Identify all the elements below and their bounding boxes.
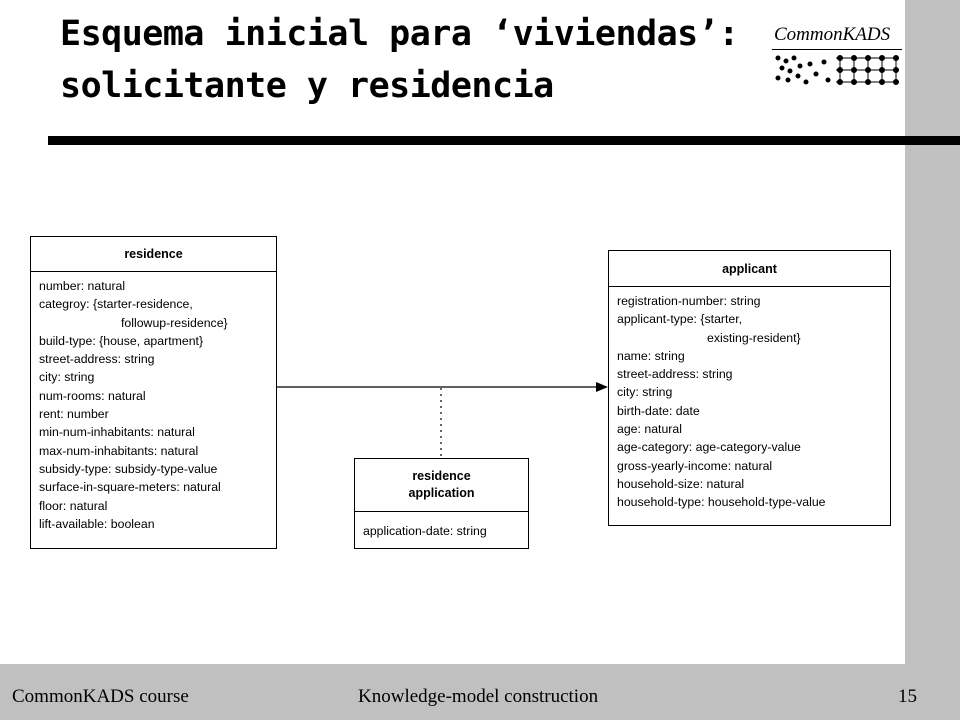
attribute: street-address: string <box>39 352 155 367</box>
logo-text: CommonKADS <box>774 24 891 45</box>
association-arrowhead-icon <box>596 382 608 392</box>
attribute: max-num-inhabitants: natural <box>39 443 199 458</box>
residence-attributes <box>31 272 276 533</box>
applicant-attributes <box>609 287 890 512</box>
attribute: registration-number: string <box>617 294 761 308</box>
attribute: rent: number <box>39 407 109 422</box>
residence-application-box <box>354 458 529 549</box>
attribute: city: string <box>617 385 673 400</box>
attribute: gross-yearly-income: natural <box>617 458 773 473</box>
attribute: age-category: age-category-value <box>617 440 801 455</box>
footer-page-number: 15 <box>898 686 917 707</box>
residence-application-name <box>355 459 528 512</box>
attribute: subsidy-type: subsidy-type-value <box>39 461 218 476</box>
attribute: number: natural <box>39 279 126 293</box>
attribute: age: natural <box>617 422 682 437</box>
attribute: name: string <box>617 348 685 363</box>
footer-course: CommonKADS course <box>12 686 189 707</box>
attribute: min-num-inhabitants: natural <box>39 425 195 440</box>
residence-application-name-line2: application <box>408 486 475 500</box>
applicant-concept-name: applicant <box>609 251 890 287</box>
attribute: existing-resident} <box>707 330 801 345</box>
attribute: lift-available: boolean <box>39 516 155 531</box>
attribute: surface-in-square-meters: natural <box>39 480 221 495</box>
attribute: floor: natural <box>39 498 108 513</box>
residence-concept-name: residence <box>31 237 276 272</box>
title-line-2: solicitante y residencia <box>60 66 554 106</box>
attribute: street-address: string <box>617 367 733 382</box>
attribute: household-size: natural <box>617 476 745 491</box>
attribute: followup-residence} <box>121 315 228 330</box>
attribute: build-type: {house, apartment} <box>39 333 204 348</box>
attribute: birth-date: date <box>617 403 700 418</box>
residence-application-name-line1: residence <box>412 469 471 483</box>
applicant-concept-box <box>608 250 891 526</box>
residence-concept-box <box>30 236 277 549</box>
residence-application-attributes <box>355 512 528 540</box>
attribute: city: string <box>39 370 95 385</box>
title-line-1: Esquema inicial para ‘viviendas’: <box>60 14 739 54</box>
attribute: categroy: {starter-residence, <box>39 297 193 312</box>
attribute: num-rooms: natural <box>39 388 146 403</box>
attribute: applicant-type: {starter, <box>617 312 743 327</box>
attribute: application-date: string <box>363 524 487 538</box>
attribute: household-type: household-type-value <box>617 495 826 510</box>
footer-topic: Knowledge-model construction <box>358 686 599 707</box>
